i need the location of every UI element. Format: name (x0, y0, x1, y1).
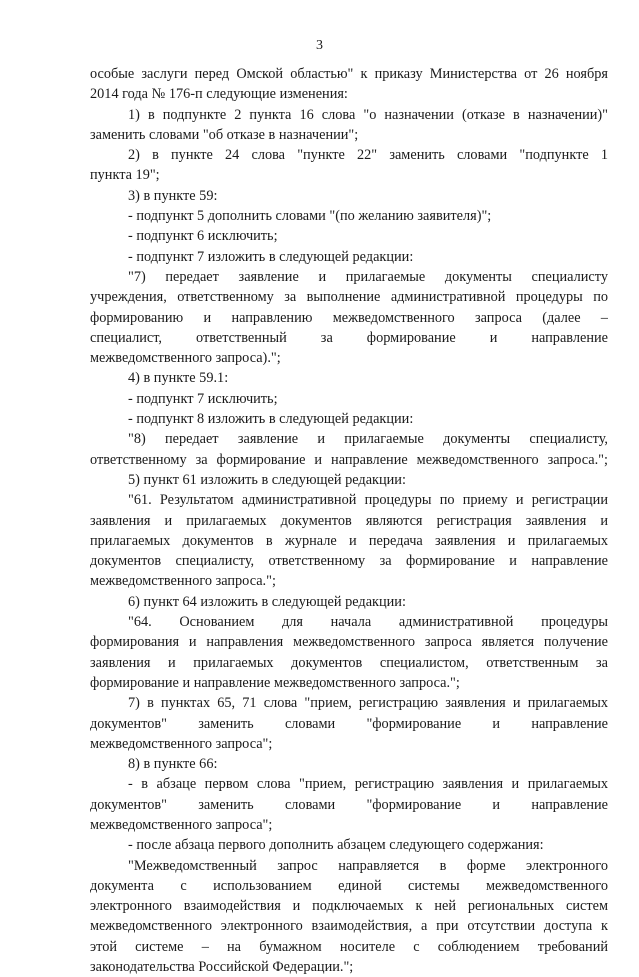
text-line: "64. Основанием для начала административной процедуры (128, 614, 608, 631)
text-line: электронного взаимодействия и подключаемых к ней региональных систем (90, 898, 608, 915)
text-line: межведомственного электронного взаимодействия, а при отсутствии доступа к (90, 918, 608, 935)
text-line: межведомственного запроса)."; (90, 350, 281, 367)
text-line: межведомственного запроса"; (90, 816, 273, 833)
text-line: - подпункт 7 изложить в следующей редакции: (128, 248, 414, 265)
text-line: документа с использованием единой системы межведомственного (90, 877, 608, 894)
text-line: 3) в пункте 59: (128, 187, 218, 204)
page-number: 3 (316, 38, 323, 53)
text-line: документов" заменить словами "формирование и направление (90, 796, 608, 813)
text-line: учреждения, ответственному за выполнение административной процедуры по (90, 289, 608, 306)
text-line: особые заслуги перед Омской областью" к приказу Министерства от 26 ноября (90, 66, 608, 82)
text-line: - после абзаца первого дополнить абзацем следующего содержания: (128, 837, 544, 854)
text-line: заменить словами "об отказе в назначении"; (90, 126, 359, 143)
text-line: ответственному за формирование и направление межведомственного запроса."; (90, 451, 608, 468)
text-line: - подпункт 7 исключить; (128, 390, 278, 407)
text-line: документов специалисту, ответственному за формирование и направление (90, 553, 608, 570)
text-line: "8) передает заявление и прилагаемые документы специалисту, (128, 431, 608, 448)
text-line: - подпункт 5 дополнить словами "(по желанию заявителя)"; (128, 208, 492, 225)
text-line: 2014 года № 176-п следующие изменения: (90, 86, 348, 103)
text-line: законодательства Российской Федерации."; (90, 959, 354, 976)
document-body (90, 64, 608, 977)
text-line: 8) в пункте 66: (128, 756, 218, 773)
text-line: специалист, ответственный за формирование и направление (90, 329, 608, 346)
text-line: межведомственного запроса"; (90, 735, 273, 752)
text-line: - в абзаце первом слова "прием, регистрацию заявления и прилагаемых (128, 776, 608, 793)
text-line: 4) в пункте 59.1: (128, 370, 229, 387)
text-line: документов" заменить словами "формирование и направление (90, 715, 608, 732)
text-line: формирование и направление межведомственного запроса."; (90, 674, 460, 691)
text-line: "Межведомственный запрос направляется в форме электронного (128, 857, 608, 874)
text-line: "61. Результатом административной процедуры по приему и регистрации (128, 492, 608, 509)
text-line: пункта 19"; (90, 167, 160, 184)
text-line: - подпункт 6 исключить; (128, 228, 278, 245)
text-line: заявления и прилагаемых документов специалистом, ответственным за (90, 654, 608, 671)
text-line: заявления и прилагаемых документов являются регистрация заявления и (90, 512, 608, 529)
text-line: 2) в пункте 24 слова "пункте 22" заменить словами "подпункте 1 (128, 147, 608, 164)
text-line: 7) в пунктах 65, 71 слова "прием, регистрацию заявления и прилагаемых (128, 695, 608, 712)
text-line: - подпункт 8 изложить в следующей редакции: (128, 411, 414, 428)
text-line: формирования и направления межведомственного запроса является получение (90, 634, 608, 651)
text-line: межведомственного запроса."; (90, 573, 276, 590)
text-line: прилагаемых документов в журнале и передача заявления и прилагаемых (90, 532, 608, 549)
text-line: 1) в подпункте 2 пункта 16 слова "о назначении (отказе в назначении)" (128, 106, 608, 123)
text-line: 5) пункт 61 изложить в следующей редакции: (128, 471, 406, 488)
text-line: формированию и направлению межведомственного запроса (далее – (90, 309, 608, 326)
text-line: 6) пункт 64 изложить в следующей редакции: (128, 593, 406, 610)
text-line: этой системе – на бумажном носителе с соблюдением требований (90, 938, 608, 955)
text-line: "7) передает заявление и прилагаемые документы специалисту (128, 268, 608, 285)
